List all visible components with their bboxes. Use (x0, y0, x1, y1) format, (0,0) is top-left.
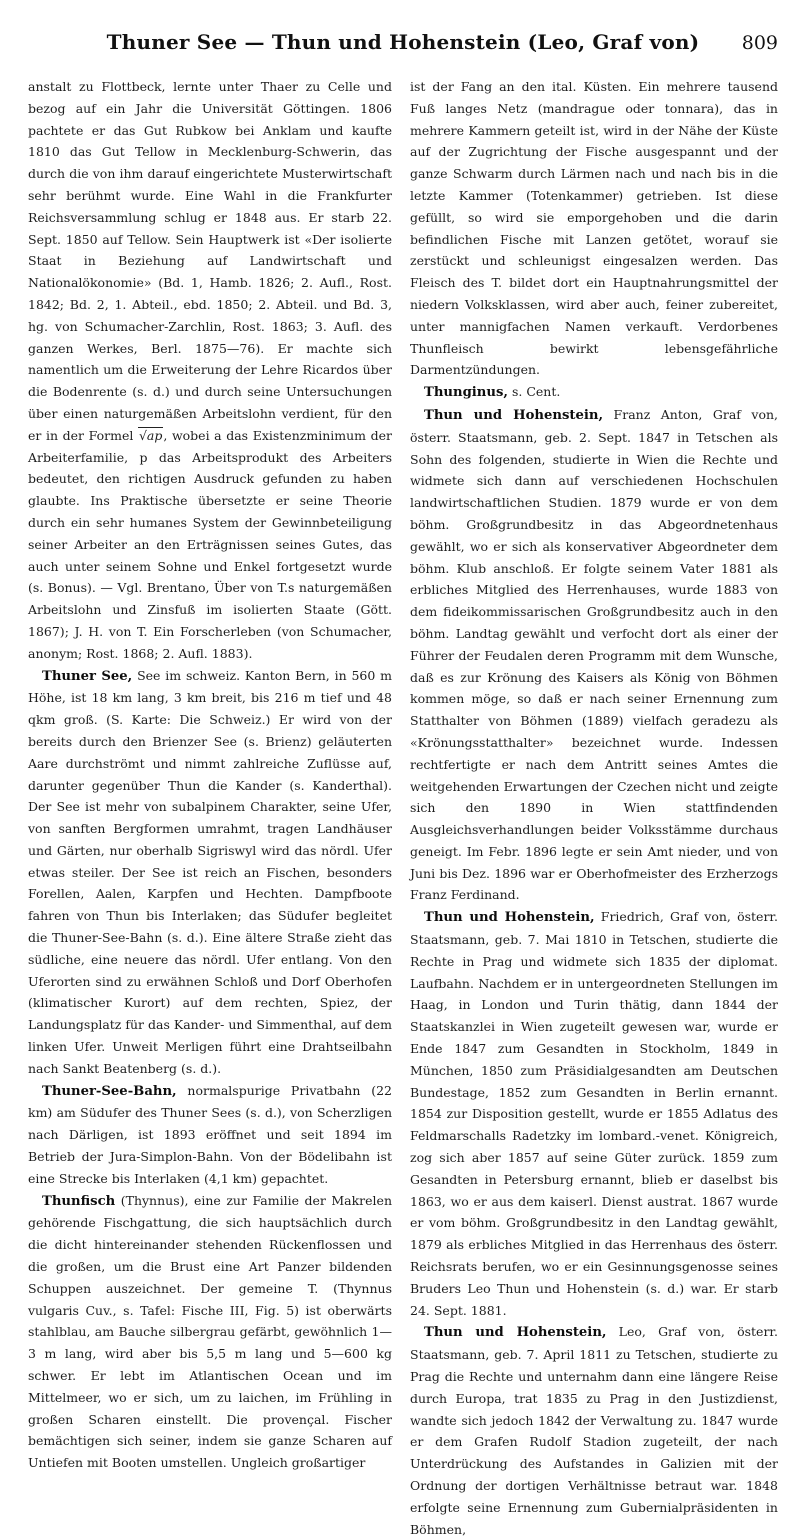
entry-headword: Thun und Hohenstein, (424, 1325, 607, 1341)
running-title: Thuner See — Thun und Hohenstein (Leo, Graf von) (106, 30, 700, 54)
page-number: 809 (741, 32, 778, 54)
entry-headword: Thuner See, (42, 668, 133, 684)
entry-text: ist der Fang an den ital. Küsten. Ein mehrere tausend Fuß langes Netz (mandrague oder tonnara), das in mehrere Kammern geteilt ist, wird in der Nähe der Küste auf der Zugrichtung der Fische ausgespannt und der ganze Schwarm durch Lärmen nach und nach bis in die letzte Kammer (Totenkammer) getrieben. Ist diese gefüllt, so wird sie emporgehoben und die darin befindlichen Fische mit Lanzen getötet, worauf sie zerstückt und schleunigst eingesalzen werden. Das Fleisch des T. bildet dort ein Hauptnahrungsmittel der niedern Volksklassen, wird aber auch, feiner zubereitet, unter mannigfachen Namen verkauft. Verdorbenes Thunfleisch bewirkt lebensgefährliche Darmentzündungen. (410, 79, 778, 378)
entry-headword: Thunfisch (42, 1193, 116, 1209)
entry-thun-friedrich (410, 906, 778, 1321)
entry-headword: Thuner-See-Bahn, (42, 1083, 177, 1099)
entry-headword: Thun und Hohenstein, (424, 910, 595, 926)
entry-text: s. Cent. (508, 384, 561, 400)
entry-text: normalspurige Privatbahn (22 km) am Südufer des Thuner Sees (s. d.), von Scherzligen nach Därligen, ist 1893 eröffnet und seit 1894 im Betrieb der Jura-Simplon-Bahn. Von der Bödelibahn ist eine Strecke bis Interlaken (4,1 km) gepachtet. (28, 1082, 392, 1186)
entry-thunfisch-continuation (410, 76, 778, 381)
entry-thuner-see (28, 665, 392, 1080)
formula: √ap (138, 427, 163, 443)
entry-text: , wobei a das Existenzminimum der Arbeiterfamilie, p das Arbeitsprodukt des Arbeiters bedeutet, den richtigen Ausdruck gefunden zu haben glaubte. Ins Praktische übersetzte er seine Theorie durch ein sehr humanes System der Gewinnbeteiligung seiner Arbeiter an den Erträgnissen seines Gutes, das auch unter seinem Sohne und Enkel fortgesetzt wurde (s. Bonus). — Vgl. Brentano, Über von T.s naturgemäßen Arbeitslohn und Zinsfuß im isolierten Staate (Gött. 1867); J. H. von T. Ein Forscherleben (von Schumacher, anonym; Rost. 1868; 2. Aufl. 1883). (28, 427, 392, 661)
left-column (28, 76, 392, 1474)
entry-text: Friedrich, Graf von, österr. Staatsmann, geb. 7. Mai 1810 in Tetschen, studierte die Rechte in Prag und widmete sich 1835 der diplomat. Laufbahn. Nachdem er in untergeordneten Stellungen im Haag, in London und Turin thätig, dann 1844 der Staatskanzlei in Wien zugeteilt gewesen war, wurde er Ende 1847 zum Gesandten in Stockholm, 1849 in München, 1850 zum Präsidialgesandten am Deutschen Bundestage, 1852 zum Gesandten in Berlin ernannt. 1854 zur Disposition gestellt, wurde er 1855 Adlatus des Feldmarschalls Radetzky im lombard.-venet. Königreich, zog sich aber 1857 auf seine Güter zurück. 1859 zum Gesandten in Petersburg ernannt, blieb er daselbst bis 1863, wo er aus dem kaiserl. Dienst austrat. 1867 wurde er vom böhm. Großgrundbesitz in den Landtag gewählt, 1879 als erbliches Mitglied in das Herrenhaus des österr. Reichsrats berufen, wo er ein Gesinnungsgenosse seines Bruders Leo Thun und Hohenstein (s. d.) war. Er starb 24. Sept. 1881. (410, 909, 779, 1318)
entry-thuner-see-bahn (28, 1080, 392, 1190)
entry-thunginus (410, 381, 778, 404)
entry-thun-franz-anton (410, 404, 778, 906)
entry-text: Leo, Graf von, österr. Staatsmann, geb. 7. April 1811 zu Tetschen, studierte zu Prag die Rechte und unternahm dann eine längere Reise durch Europa, trat 1835 zu Prag in den Justizdienst, wandte sich jedoch 1842 der Verwaltung zu. 1847 wurde er dem Grafen Rudolf Stadion zugeteilt, der nach Unterdrückung des Aufstandes in Galizien mit der Ordnung der dortigen Verhältnisse betraut war. 1848 erfolgte seine Ernennung zum Gubernialpräsidenten in Böhmen, (410, 1324, 778, 1537)
right-column (410, 76, 778, 1540)
entry-thunfisch (28, 1190, 392, 1474)
entry-text: (Thynnus), eine zur Familie der Makrelen gehörende Fischgattung, die sich hauptsächlich durch die dicht hintereinander stehenden Rückenflossen und die großen, um die Brust eine Art Panzer bildenden Schuppen auszeichnet. Der gemeine T. (Thynnus vulgaris Cuv., s. Tafel: Fische III, Fig. 5) ist oberwärts stahlblau, am Bauche silbergrau gefärbt, gewöhnlich 1—3 m lang, wird aber bis 5,5 m lang und 5—600 kg schwer. Er lebt im Atlantischen Ocean und im Mittelmeer, wo er sich, um zu laichen, im Frühling in großen Scharen einstellt. Die provençal. Fischer bemächtigen sich seiner, indem sie ganze Scharen auf Untiefen mit Booten umstellen. Ungleich großartiger (28, 1192, 392, 1471)
entry-thuenen-continuation (28, 76, 392, 665)
page-header (28, 30, 778, 66)
entry-text: Franz Anton, Graf von, österr. Staatsmann, geb. 2. Sept. 1847 in Tetschen als Sohn des folgenden, studierte in Wien die Rechte und widmete sich dann auf verschiedenen Hochschulen landwirtschaftlichen Studien. 1879 wurde er von dem böhm. Großgrundbesitz in das Abgeordnetenhaus gewählt, wo er sich als konservativer Abgeordneter dem böhm. Klub anschloß. Er folgte seinem Vater 1881 als erbliches Mitglied des Herrenhauses, wurde 1883 von dem fideikommissarischen Großgrundbesitz auch in den böhm. Landtag gewählt und verfocht dort als einer der Führer der Feudalen deren Programm mit dem Wunsche, daß es zur Krönung des Kaisers als König von Böhmen kommen möge, so daß er nach seiner Ernennung zum Statthalter von Böhmen (1889) vielfach geradezu als «Krönungsstatthalter» bezeichnet wurde. Indessen rechtfertigte er nach dem Antritt seines Amtes die weitgehenden Erwartungen der Czechen nicht und zeigte sich den 1890 in Wien stattfindenden Ausgleichsverhandlungen beider Volksstämme durchaus geneigt. Im Febr. 1896 legte er sein Amt nieder, und von Juni bis Dez. 1896 war er Oberhofmeister des Erzherzogs Franz Ferdinand. (410, 406, 778, 903)
entry-thun-leo (410, 1321, 778, 1540)
entry-text: See im schweiz. Kanton Bern, in 560 m Höhe, ist 18 km lang, 3 km breit, bis 216 m tief und 48 qkm groß. (S. Karte: Die Schweiz.) Er wird von der bereits durch den Brienzer See (s. Brienz) geläuterten Aare durchströmt und nimmt zahlreiche Zuflüsse auf, darunter gegenüber Thun die Kander (s. Kanderthal). Der See ist mehr von subalpinem Charakter, seine Ufer, von sanften Bergformen umrahmt, tragen Landhäuser und Gärten, nur oberhalb Sigriswyl wird das nördl. Ufer etwas steiler. Der See ist reich an Fischen, besonders Forellen, Aalen, Karpfen und Hechten. Dampfboote fahren von Thun bis Interlaken; das Südufer begleitet die Thuner-See-Bahn (s. d.). Eine ältere Straße zieht das südliche, eine neuere das nördl. Ufer entlang. Von den Uferorten sind zu erwähnen Schloß und Dorf Oberhofen (klimatischer Kurort) auf dem rechten, Spiez, der Landungsplatz für das Kander- und Simmenthal, auf dem linken Ufer. Unweit Merligen führt eine Drahtseilbahn nach Sankt Beatenberg (s. d.). (28, 667, 392, 1076)
entry-headword: Thun und Hohenstein, (424, 407, 604, 423)
entry-headword: Thunginus, (424, 385, 508, 401)
entry-text: anstalt zu Flottbeck, lernte unter Thaer zu Celle und bezog auf ein Jahr die Universität Göttingen. 1806 pachtete er das Gut Rubkow bei Anklam und kaufte 1810 das Gut Tellow in Mecklenburg-Schwerin, das durch die von ihm darauf eingerichtete Musterwirtschaft sehr berühmt wurde. Eine Wahl in die Frankfurter Reichsversammlung schlug er 1848 aus. Er starb 22. Sept. 1850 auf Tellow. Sein Hauptwerk ist «Der isolierte Staat in Beziehung auf Landwirtschaft und Nationalökonomie» (Bd. 1, Hamb. 1826; 2. Aufl., Rost. 1842; Bd. 2, 1. Abteil., ebd. 1850; 2. Abteil. und Bd. 3, hg. von Schumacher-Zarchlin, Rost. 1863; 3. Aufl. des ganzen Werkes, Berl. 1875—76). Er machte sich namentlich um die Erweiterung der Lehre Ricardos über die Bodenrente (s. d.) und durch seine Untersuchungen über einen naturgemäßen Arbeitslohn verdient, für den er in der Formel (28, 79, 392, 443)
